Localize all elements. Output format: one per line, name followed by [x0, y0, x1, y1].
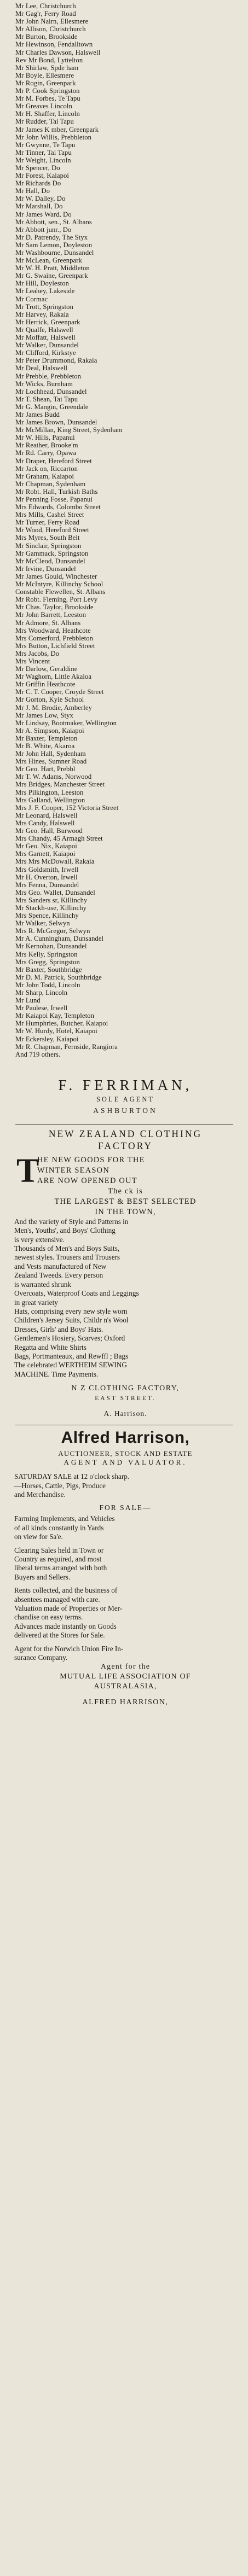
list-item: Mr Hewinson, Fendalltown	[15, 40, 93, 49]
list-item: Mr Humphries, Butcher, Kaiapoi	[15, 1019, 108, 1028]
clothing-body-line: MACHINE. Time Payments.	[14, 1369, 99, 1378]
list-item: Mrs Spence, Killinchy	[15, 912, 79, 920]
clothing-factory-advert	[13, 1128, 238, 1421]
list-item: Mr Gammack, Springston	[15, 549, 89, 557]
list-item: Mr Kaiapoi Kay, Templeton	[15, 1012, 94, 1020]
agent-for-label: Agent for the	[100, 1663, 151, 1671]
list-item: Mr John Todd, Lincoln	[15, 981, 80, 989]
list-item: Mr G. Mangin, Greendale	[15, 403, 89, 411]
list-item: Mr Qualfe, Halswell	[15, 325, 73, 334]
list-item: Mr Irvine, Dunsandel	[15, 564, 76, 573]
clothing-body-line: Zealand Tweeds. Every person	[14, 1271, 103, 1280]
list-item: Mr Gag'r, Ferry Road	[15, 10, 76, 18]
list-item: Mrs Gregg, Springston	[15, 958, 80, 966]
advances-paragraph: Advances made instantly on Goods delivered at the Stores for Sale.	[14, 1622, 117, 1640]
list-item: Mrs Candy, Halswell	[15, 819, 75, 827]
list-item: Mr Graham, Kaiapoi	[15, 472, 74, 480]
list-item: Mr Marshall, Do	[15, 202, 63, 211]
list-item: Mr C. T. Cooper, Croyde Street	[15, 688, 104, 696]
list-item: Mr John Barrett, Leeston	[15, 611, 86, 619]
list-item: Mr Eckersley, Kaiapoi	[15, 1035, 79, 1043]
list-item: Mr W. Hurdy, Hotel, Kaiapoi	[15, 1027, 97, 1035]
list-item: Mr Hall, Do	[15, 187, 50, 195]
clothing-body-text	[13, 1217, 238, 1379]
list-item: Mr Leahey, Lakeside	[15, 287, 75, 295]
clothing-body-line: Overcoats, Waterproof Coats and Leggings	[14, 1289, 139, 1298]
list-item: Mr Lochhead, Dunsandel	[15, 387, 87, 395]
list-item: Mr Sam Lemon, Doyleston	[15, 241, 93, 249]
list-item: Constable Flewellen, St. Albans	[15, 588, 106, 596]
list-item: Mrs Geo. Wallet, Dunsandel	[15, 888, 95, 896]
list-item: Mr Darlow, Geraldine	[15, 665, 78, 673]
list-item: Mr Boyle, Ellesmere	[15, 71, 74, 79]
list-item: Mr Harvey, Rakaia	[15, 310, 69, 318]
list-item: Mr Wicks, Burnham	[15, 380, 73, 388]
list-item: Mr McLean, Greenpark	[15, 257, 82, 265]
list-item: Mr Jack on, Riccarton	[15, 464, 78, 473]
clothing-body-line: newest styles. Trousers and Trousers	[14, 1253, 120, 1262]
list-item: Mr Gorton, Kyle School	[15, 696, 84, 704]
list-item: Mr Chas. Taylor, Brookside	[15, 603, 94, 611]
list-item: Mr John Hall, Sydenham	[15, 750, 86, 758]
harrison-role-agent: AGENT AND VALUATOR.	[64, 1458, 187, 1467]
list-item: Mrs Woodward, Heathcote	[15, 626, 91, 634]
list-item: Mr Chapman, Sydenham	[15, 480, 86, 488]
list-item: Mrs Mrs McDowall, Rakaia	[15, 858, 95, 866]
list-item: Mr Baxter, Templeton	[15, 734, 78, 742]
clothing-line-new-goods: HE NEW GOODS FOR THE	[37, 1155, 145, 1164]
for-sale-heading: FOR SALE—	[99, 1503, 152, 1512]
list-item: Mr Greaves Lincoln	[15, 102, 72, 110]
clothing-body-line: Regatta and White Shirts	[14, 1343, 86, 1351]
list-item: Mr John Nairn, Ellesmere	[15, 18, 89, 26]
list-item: Mr Leonard, Halswell	[15, 811, 78, 819]
list-item: Mr H. Overton, Irwell	[15, 873, 78, 881]
list-item: Mr Reather, Brooke'm	[15, 441, 78, 450]
list-item: Mr James Budd	[15, 410, 60, 418]
list-item: Mr H. Shaffer, Lincoln	[15, 110, 80, 118]
list-item: Mr Geo. Hart, Prebbl	[15, 765, 76, 773]
list-item: Mr Washbourne, Dunsandel	[15, 249, 94, 257]
list-item: Mrs Goldsmith, Irwell	[15, 865, 79, 873]
list-item: Mr Penning Fosse, Papanui	[15, 496, 93, 503]
list-item: Mrs Kelly, Springston	[15, 950, 78, 958]
list-item: Mr A. Simpson, Kaiapoi	[15, 726, 84, 735]
clothing-body-line: Bags, Portmanteaux, and Rewffl ; Bags	[14, 1351, 129, 1360]
list-item: Mr John Willis, Prebbleton	[15, 133, 91, 141]
mutual-life-australasia: AUSTRALASIA,	[94, 1682, 157, 1691]
clothing-line-winter: WINTER SEASON	[37, 1165, 109, 1175]
ferriman-town: ASHBURTON	[93, 1106, 158, 1115]
list-item: Mr P. Cook Springston	[15, 87, 80, 95]
list-item: Mr Sharp, Lincoln	[15, 989, 68, 996]
clothing-body-line: Thousands of Men's and Boys Suits,	[14, 1244, 120, 1253]
list-item: Mrs Button, Lichfield Street	[15, 642, 95, 650]
clothing-body-line: The celebrated WERTHEIM SEWING	[14, 1361, 127, 1369]
list-item: Mr Turner, Ferry Road	[15, 518, 80, 527]
ferriman-name: F. FERRIMAN,	[58, 1076, 193, 1093]
list-item: Rev Mr Bond, Lyttelton	[15, 56, 83, 64]
list-item: Mr R. Chapman, Fernside, Rangiora	[15, 1042, 118, 1051]
list-item: Mr T. W. Adams, Norwood	[15, 773, 92, 781]
list-item: Mrs J. F. Cooper, 152 Victoria Street	[15, 803, 119, 812]
list-item: Mrs Mills, Cashel Street	[15, 511, 84, 519]
list-item: Mr D. M. Patrick, Southbridge	[15, 973, 102, 981]
list-item: Mr W. H. Pratt, Middleton	[15, 264, 90, 272]
list-item: Mr Clifford, Kirkstye	[15, 349, 76, 357]
list-item: Mrs Comerford, Prebbleton	[15, 634, 94, 642]
list-item: Mrs Galland, Wellington	[15, 796, 85, 804]
list-item: Mr B. White, Akaroa	[15, 742, 75, 750]
list-item: Mrs R. McGregor, Selwyn	[15, 927, 90, 935]
clothing-body-line: in great variety	[14, 1298, 58, 1307]
clothing-body-line: And the variety of Style and Patterns in	[14, 1217, 129, 1226]
list-item: Mr Geo. Nix, Kaiapoi	[15, 842, 77, 850]
list-item: Mr Rd. Carry, Opawa	[15, 449, 77, 457]
list-item: Mr Peter Drummond, Rakaia	[15, 357, 97, 365]
list-item: Mr T. Shean, Tai Tapu	[15, 395, 78, 403]
clothing-line-opened: ARE NOW OPENED OUT	[37, 1176, 137, 1185]
list-item: Mrs Myres, South Belt	[15, 534, 80, 542]
harrison-signature: ALFRED HARRISON,	[82, 1698, 169, 1707]
harrison-role: AUCTIONEER, STOCK AND ESTATE	[58, 1449, 193, 1458]
list-item: Mr W. Hills, Papanui	[15, 434, 75, 442]
list-item: Mr Geo. Hall, Burwood	[15, 827, 83, 835]
list-item: Mr Walker, Selwyn	[15, 919, 70, 928]
list-item: Mr Abbott, sen., St. Albans	[15, 218, 92, 226]
drop-cap: T	[16, 1152, 39, 1190]
list-item: Mr Gwynne, Te Tapu	[15, 141, 76, 149]
clearing-sales-paragraph: Clearing Sales held in Town or Country as required, and most liberal terms arranged with both Buyers and Sellers.	[14, 1546, 107, 1581]
list-item: Mr Shirlaw, Spde ham	[15, 63, 79, 72]
list-item: Mr Rudder, Tai Tapu	[15, 118, 74, 126]
clothing-body-line: Children's Jersey Suits, Childr n's Wool	[14, 1316, 129, 1325]
list-item: Mr Lindsay, Bootmaker, Wellington	[15, 719, 117, 727]
list-item: Mr Spencer, Do	[15, 164, 60, 172]
list-item: Mr Waghorn, Little Akaloa	[15, 673, 92, 681]
list-item: Mr Walker, Dunsandel	[15, 341, 79, 349]
list-item: Mr Lee, Christchurch	[15, 2, 76, 10]
list-item: Mr Trott, Springston	[15, 302, 73, 311]
testimonial-name-list	[13, 2, 238, 1058]
clothing-body-line: Hats, comprising every new style worn	[14, 1307, 128, 1315]
list-item: Mr Richards Do	[15, 179, 61, 188]
list-item: Mr Griffin Heathcote	[15, 680, 76, 689]
list-item: Mr Charles Dawson, Halswell	[15, 48, 101, 56]
harrison-advert	[13, 1429, 238, 1707]
list-item: Mr Prebble, Prebbleton	[15, 372, 82, 380]
clothing-body-line: and Vests manufactured of New	[14, 1262, 107, 1270]
list-item: Mr Sinclair, Springston	[15, 541, 82, 550]
list-item: Mr Stackh-use, Killinchy	[15, 904, 87, 912]
list-item: Mrs Chandy, 45 Armagh Street	[15, 835, 103, 843]
list-item: Mr Abbott junr., Do	[15, 225, 72, 234]
ferriman-advert	[13, 1077, 238, 1121]
clothing-body-line: Gentlemen's Hosiery, Scarves; Oxford	[14, 1334, 125, 1343]
clothing-body-line: is warranted shrunk	[14, 1280, 72, 1289]
advert-column	[13, 0, 238, 1707]
list-item: Mr Rogin, Greenpark	[15, 79, 76, 87]
list-item: Mrs Sanders sr, Killinchy	[15, 896, 88, 904]
list-item: Mr Wood, Hereford Street	[15, 526, 89, 534]
implements-paragraph: Farming Implements, and Vehicles of all kinds constantly in Yards on view for Sa'e.	[14, 1514, 115, 1541]
clothing-body-line: Dresses, Girls' and Boys' Hats.	[14, 1325, 103, 1333]
list-item: Mr Burton, Brookside	[15, 33, 78, 41]
list-item: Mrs Edwards, Colombo Street	[15, 503, 101, 511]
clothing-street: EAST STREET.	[95, 1395, 156, 1402]
list-item: Mr Tinner, Tai Tapu	[15, 148, 72, 156]
list-item: Mr A. Cunningham, Dunsandel	[15, 935, 104, 943]
list-item: Mr Cormac	[15, 295, 48, 303]
list-item: Mr D. Patrendy, The Styx	[15, 233, 88, 241]
list-item: Mrs Bridges, Manchester Street	[15, 780, 105, 789]
list-item: Mr Paulese, Irwell	[15, 1004, 68, 1012]
list-item: Mrs Pilkington, Leeston	[15, 788, 84, 796]
list-item: Mr Hill, Doyleston	[15, 279, 69, 288]
list-item: Mr Admore, St. Albans	[15, 619, 81, 627]
norwich-agency-paragraph: Agent for the Norwich Union Fire In- surance Company.	[14, 1644, 124, 1662]
list-item: Mr W. Dalley, Do	[15, 195, 66, 203]
harrison-title: Alfred Harrison,	[61, 1429, 190, 1447]
list-item: Mr James Gould, Winchester	[15, 572, 97, 580]
rents-paragraph: Rents collected, and the business of absentees managed with care. Valuation made of Properties or Mer- chandise on easy terms.	[14, 1586, 123, 1622]
list-item: Mr Weight, Lincoln	[15, 156, 71, 164]
list-item: Mr Kernohan, Dunsandel	[15, 942, 87, 951]
clothing-heading: NEW ZEALAND CLOTHING	[48, 1128, 203, 1139]
list-item: Mr J. M. Brodie, Amberley	[15, 703, 92, 712]
list-item: Mr Herrick, Greenpark	[15, 318, 80, 326]
list-item: Mr James Brown, Dunsandel	[15, 418, 97, 427]
clothing-factory-sign: N Z CLOTHING FACTORY,	[71, 1384, 180, 1393]
list-item: Mrs Jacobs, Do	[15, 649, 60, 657]
clothing-heading-factory: FACTORY	[97, 1140, 153, 1151]
list-item: Mr Forest, Kaiapoi	[15, 172, 69, 180]
list-item: And 719 others.	[15, 1050, 61, 1058]
list-item: Mrs Vincent	[15, 657, 50, 665]
list-item: Mr Moffatt, Halswell	[15, 334, 76, 342]
clothing-line-largest: THE LARGEST & BEST SELECTED	[54, 1197, 197, 1206]
ferriman-role: SOLE AGENT	[96, 1095, 155, 1103]
list-item: Mr McIntyre, Killinchy School	[15, 580, 103, 588]
clothing-line-stock: The ck is	[108, 1186, 143, 1196]
list-item: Mr James K mber, Greenpark	[15, 125, 99, 133]
clothing-agent: A. Harrison.	[103, 1409, 147, 1418]
list-item: Mr Robt. Fleming, Port Levy	[15, 596, 98, 604]
saturday-sale-paragraph: SATURDAY SALE at 12 o'clock sharp. —Horses, Cattle, Pigs, Produce and Merchandise.	[14, 1472, 130, 1499]
list-item: Mr Allison, Christchurch	[15, 25, 86, 33]
list-item: Mr Deal, Halswell	[15, 364, 68, 372]
clothing-body-line: is very extensive.	[14, 1235, 65, 1244]
list-item: Mr Baxter, Southbridge	[15, 965, 82, 974]
mutual-life-line: MUTUAL LIFE ASSOCIATION OF	[60, 1672, 191, 1681]
list-item: Mr G. Swaine, Greenpark	[15, 272, 88, 280]
list-item: Mrs Garnett, Kaiapoi	[15, 850, 76, 858]
list-item: Mrs Hines, Sumner Road	[15, 757, 87, 766]
list-item: Mr McCleod, Dunsandel	[15, 557, 85, 565]
list-item: Mr Lund	[15, 996, 41, 1005]
list-item: Mr James Low, Styx	[15, 711, 73, 719]
list-item: Mr Draper, Hereford Street	[15, 457, 92, 465]
list-item: Mr McMillan, King Street, Sydenham	[15, 426, 123, 434]
list-item: Mr Robt. Hall, Turkish Baths	[15, 487, 98, 496]
list-item: Mr M. Forbes, Te Tapu	[15, 95, 80, 103]
list-item: Mrs Fenna, Dunsandel	[15, 881, 79, 889]
list-item: Mr James Ward, Do	[15, 210, 72, 218]
clothing-line-town: IN THE TOWN,	[95, 1207, 156, 1216]
clothing-body-line: Men's, Youths', and Boys' Clothing	[14, 1226, 116, 1235]
